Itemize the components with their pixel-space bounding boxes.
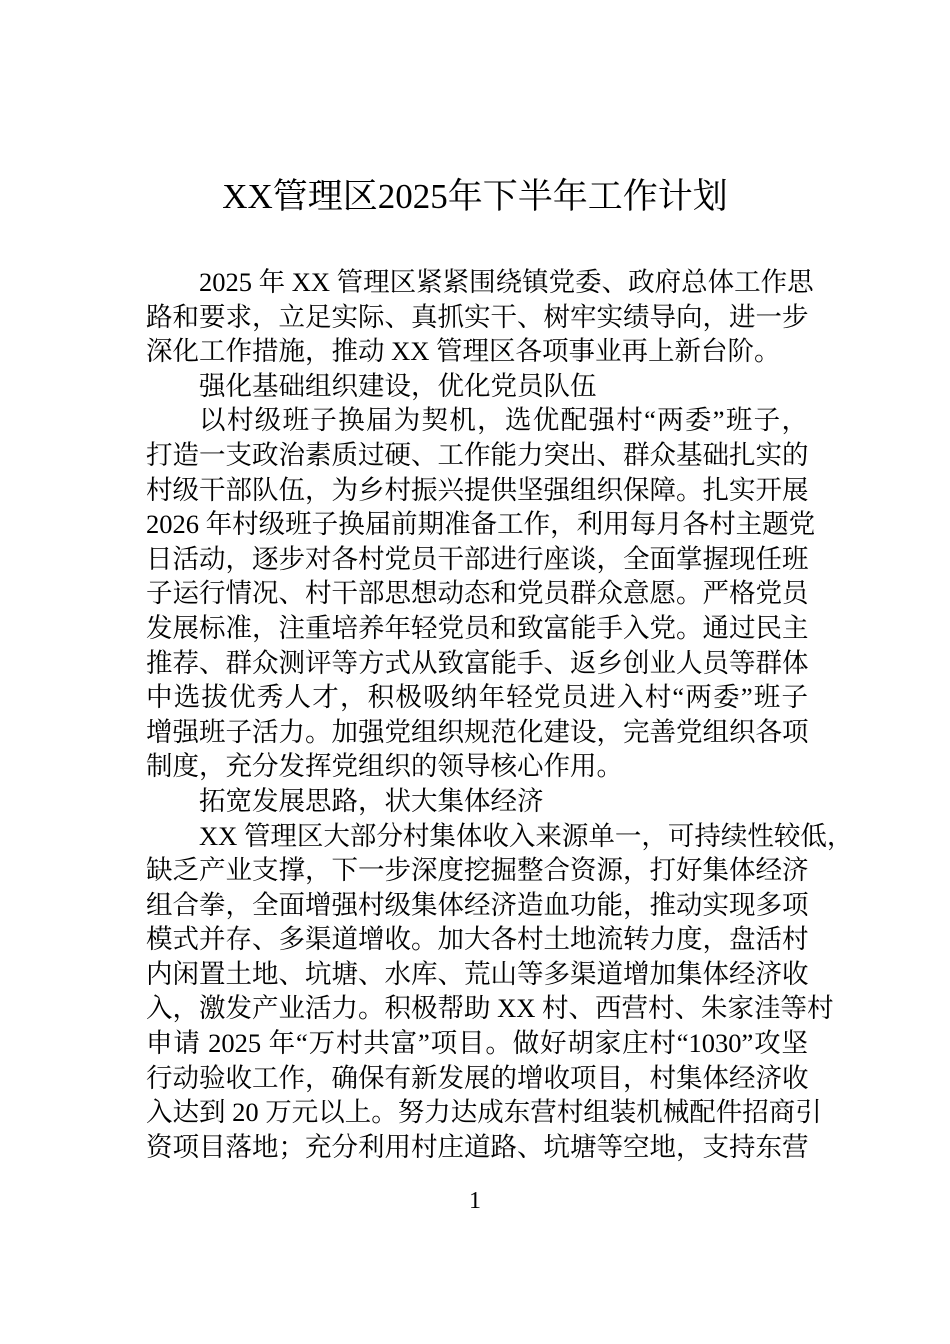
text-line: 推荐、群众测评等方式从致富能手、返乡创业人员等群体 bbox=[146, 647, 809, 678]
text-line: 日活动，逐步对各村党员干部进行座谈，全面掌握现任班 bbox=[146, 543, 809, 574]
text-line: 模式并存、多渠道增收。加大各村土地流转力度，盘活村 bbox=[146, 924, 809, 955]
text-line: 入，激发产业活力。积极帮助 XX 村、西营村、朱家洼等村 bbox=[146, 993, 834, 1024]
document-title: XX管理区2025年下半年工作计划 bbox=[222, 177, 728, 216]
text-line: 发展标准，注重培养年轻党员和致富能手入党。通过民主 bbox=[146, 612, 809, 643]
text-line: 入达到 20 万元以上。努力达成东营村组装机械配件招商引 bbox=[146, 1097, 822, 1128]
text-line: 缺乏产业支撑，下一步深度挖掘整合资源，打好集体经济 bbox=[146, 855, 809, 886]
paragraph bbox=[146, 403, 816, 784]
text-line: 2025 年 XX 管理区紧紧围绕镇党委、政府总体工作思 bbox=[199, 267, 814, 297]
text-line: XX 管理区大部分村集体收入来源单一，可持续性较低， bbox=[199, 820, 854, 851]
text-line: 资项目落地；充分利用村庄道路、坑塘等空地，支持东营 bbox=[146, 1131, 809, 1162]
document-body bbox=[146, 265, 854, 1164]
text-line: 行动验收工作，确保有新发展的增收项目，村集体经济收 bbox=[146, 1062, 809, 1093]
paragraph bbox=[146, 819, 854, 1165]
text-line: 强化基础组织建设，优化党员队伍 bbox=[199, 370, 597, 401]
text-line: 路和要求，立足实际、真抓实干、树牢实绩导向，进一步 bbox=[146, 301, 809, 332]
text-line: 深化工作措施，推动 XX 管理区各项事业再上新台阶。 bbox=[146, 336, 781, 367]
section-heading bbox=[146, 369, 808, 404]
page-number: 1 bbox=[469, 1188, 481, 1214]
text-line: 制度，充分发挥党组织的领导核心作用。 bbox=[146, 751, 623, 782]
text-line: 组合拳，全面增强村级集体经济造血功能，推动实现多项 bbox=[146, 889, 809, 920]
text-line: 打造一支政治素质过硬、工作能力突出、群众基础扎实的 bbox=[146, 439, 809, 470]
text-line: 子运行情况、村干部思想动态和党员群众意愿。严格党员 bbox=[146, 578, 809, 609]
text-line: 村级干部队伍，为乡村振兴提供坚强组织保障。扎实开展 bbox=[146, 474, 809, 505]
text-line: 拓宽发展思路，状大集体经济 bbox=[199, 785, 544, 816]
text-line: 以村级班子换届为契机，选优配强村“两委”班子， bbox=[199, 405, 808, 436]
text-line: 内闲置土地、坑塘、水库、荒山等多渠道增加集体经济收 bbox=[146, 958, 809, 989]
text-line: 增强班子活力。加强党组织规范化建设，完善党组织各项 bbox=[146, 716, 809, 747]
text-line: 中选拔优秀人才，积极吸纳年轻党员进入村“两委”班子 bbox=[146, 682, 808, 713]
text-line: 申请 2025 年“万村共富”项目。做好胡家庄村“1030”攻坚 bbox=[146, 1028, 808, 1059]
paragraph bbox=[146, 265, 814, 369]
text-line: 2026 年村级班子换届前期准备工作，利用每月各村主题党 bbox=[146, 509, 816, 540]
section-heading bbox=[146, 784, 808, 819]
